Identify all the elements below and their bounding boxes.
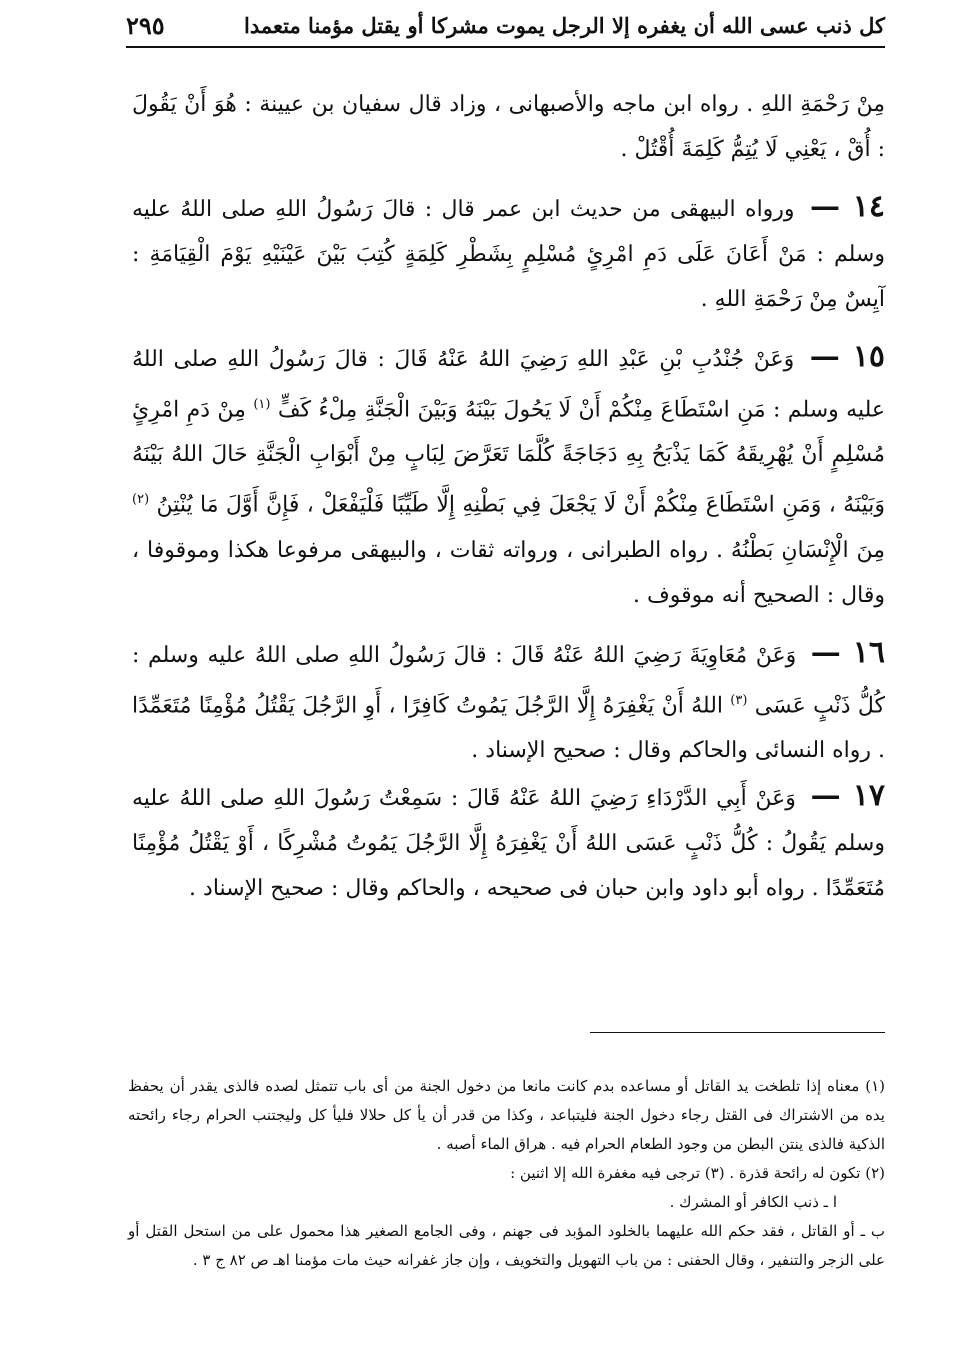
footnote-item-b: ب ـ أو القاتل ، فقد حكم الله عليهما بالخلود المؤبد فى جهنم ، وفى الجامع الصغير هذا محمول على من استحل القتل أو على الزجر والتنفير ، وقال الحفنى : من باب التهويل والتخويف ، وإن جاز غفرانه حيث مات مؤمنا اهـ ص ٨٢ ج ٣ . xyxy=(128,1222,885,1269)
footnote-2-3: (٢) تكون له رائحة قذرة . (٣) ترجى فيه مغفرة الله إلا اثنين : xyxy=(510,1164,885,1182)
footnote-item-a: ا ـ ذنب الكافر أو المشرك . xyxy=(669,1193,837,1211)
hadith-number: ١٧ — xyxy=(810,777,885,813)
hadith-17 xyxy=(132,773,885,911)
running-title: كل ذنب عسى الله أن يغفره إلا الرجل يموت مشركا أو يقتل مؤمنا متعمدا xyxy=(244,12,885,38)
footnote-ref: (٢) xyxy=(132,492,150,508)
hadith-text: مِنَ الْإِنْسَانِ بَطْنُهُ . رواه الطبرانى ، ورواته ثقات ، والبيهقى مرفوعا هكذا وموقوفا ، وقال : الصحيح أنه موقوف . xyxy=(132,537,885,608)
main-text xyxy=(132,82,885,911)
hadith-text: ورواه البيهقى من حديث ابن عمر قال : قالَ رَسُولُ اللهِ صلى اللهُ عليه وسلم : مَنْ أَعَانَ عَلَى دَمِ امْرِئٍ مُسْلِمٍ بِشَطْرِ كَلِمَةٍ كُتِبَ بَيْنَ عَيْنَيْهِ يَوْمَ الْقِيَامَةِ : آيِسٌ مِنْ رَحْمَةِ اللهِ . xyxy=(132,197,885,312)
hadith-16 xyxy=(132,630,885,773)
hadith-number: ١٤ — xyxy=(809,189,885,224)
hadith-text: وَعَنْ مُعَاوِيَةَ رَضِيَ اللهُ عَنْهُ قَالَ : قالَ رَسُولُ اللهِ صلى اللهُ عليه وسلم : كُلُّ ذَنْبٍ عَسَى xyxy=(132,642,886,718)
hadith-text: مِنْ دَمِ امْرِئٍ مُسْلِمٍ أَنْ يُهْرِيقَهُ كَمَا يَذْبَحُ بِهِ دَجَاجَةً كُلَّمَا تَعَرَّضَ لِبَابٍ مِنْ أَبْوَابِ الْجَنَّةِ حَالَ اللهُ بَيْنَهُ وَبَيْنَهُ ، وَمَنِ اسْتَطَاعَ مِنْكُمْ أَنْ لَا يَجْعَلَ فِي بَطْنِهِ إِلَّا طَيِّبًا فَلْيَفْعَلْ ، فَإِنَّ أَوَّلَ مَا يُنْتِنُ xyxy=(132,397,885,518)
hadith-text: وَعَنْ أَبِي الدَّرْدَاءِ رَضِيَ اللهُ عَنْهُ قَالَ : سَمِعْتُ رَسُولَ اللهِ صلى اللهُ عليه وسلم يَقُولُ : كُلُّ ذَنْبٍ عَسَى اللهُ أَنْ يَغْفِرَهُ إِلَّا الرَّجُلَ يَمُوتُ مُشْرِكًا ، أَوْ يَقْتُلُ مُؤْمِنًا مُتَعَمِّدًا . رواه أبو داود وابن حبان فى صحيحه ، والحاكم وقال : صحيح الإسناد . xyxy=(132,785,885,901)
footnotes xyxy=(128,1072,885,1275)
footnote-1: (١) معناه إذا تلطخت يد القاتل أو مساعده بدم كانت مانعا من دخول الجنة من أى باب تتمثل لصده فالذى يقدر أن يحفظ يده من الاشتراك فى القتل رجاء دخول الجنة فليتباعد ، وكذا من قدر أن يأ كل حلالا فليأ كل وليجتنب الحرام رجاء رائحته الذكية فالذى ينتن البطن من وجود الطعام الحرام فيه . هراق الماء أصبه . xyxy=(128,1077,885,1153)
hadith-number: ١٥ — xyxy=(809,339,886,374)
hadith-text: اللهُ أَنْ يَغْفِرَهُ إِلَّا الرَّجُلَ يَمُوتُ كَافِرًا ، أَوِ الرَّجُلَ يَقْتُلُ مُؤْمِنًا مُتَعَمِّدًا . رواه النسائى والحاكم وقال : صحيح الإسناد . xyxy=(132,692,885,763)
footnote-separator xyxy=(590,1032,885,1033)
footnote-ref: (٣) xyxy=(730,692,748,708)
page-number: ٢٩٥ xyxy=(126,10,165,40)
footnote-ref: (١) xyxy=(253,397,271,412)
hadith-text: وَعَنْ جُنْدُبِ بْنِ عَبْدِ اللهِ رَضِيَ اللهُ عَنْهُ قَالَ : قالَ رَسُولُ اللهِ صلى اللهُ عليه وسلم : مَنِ اسْتَطَاعَ مِنْكُمْ أَنْ لَا يَحُولَ بَيْنَهُ وَبَيْنَ الْجَنَّةِ مِلْءُ كَفٍّ xyxy=(132,347,885,423)
hadith-14 xyxy=(132,184,885,322)
hadith-number: ١٦ — xyxy=(810,634,885,670)
running-header xyxy=(126,4,885,48)
intro-paragraph: مِنْ رَحْمَةِ اللهِ . رواه ابن ماجه والأصبهانى ، وزاد قال سفيان بن عيينة : هُوَ أَنْ يَقُولَ : أُقْ ، يَعْنِي لَا يُتِمُّ كَلِمَةَ أُقْتُلْ . xyxy=(132,92,885,162)
hadith-15 xyxy=(132,334,885,618)
